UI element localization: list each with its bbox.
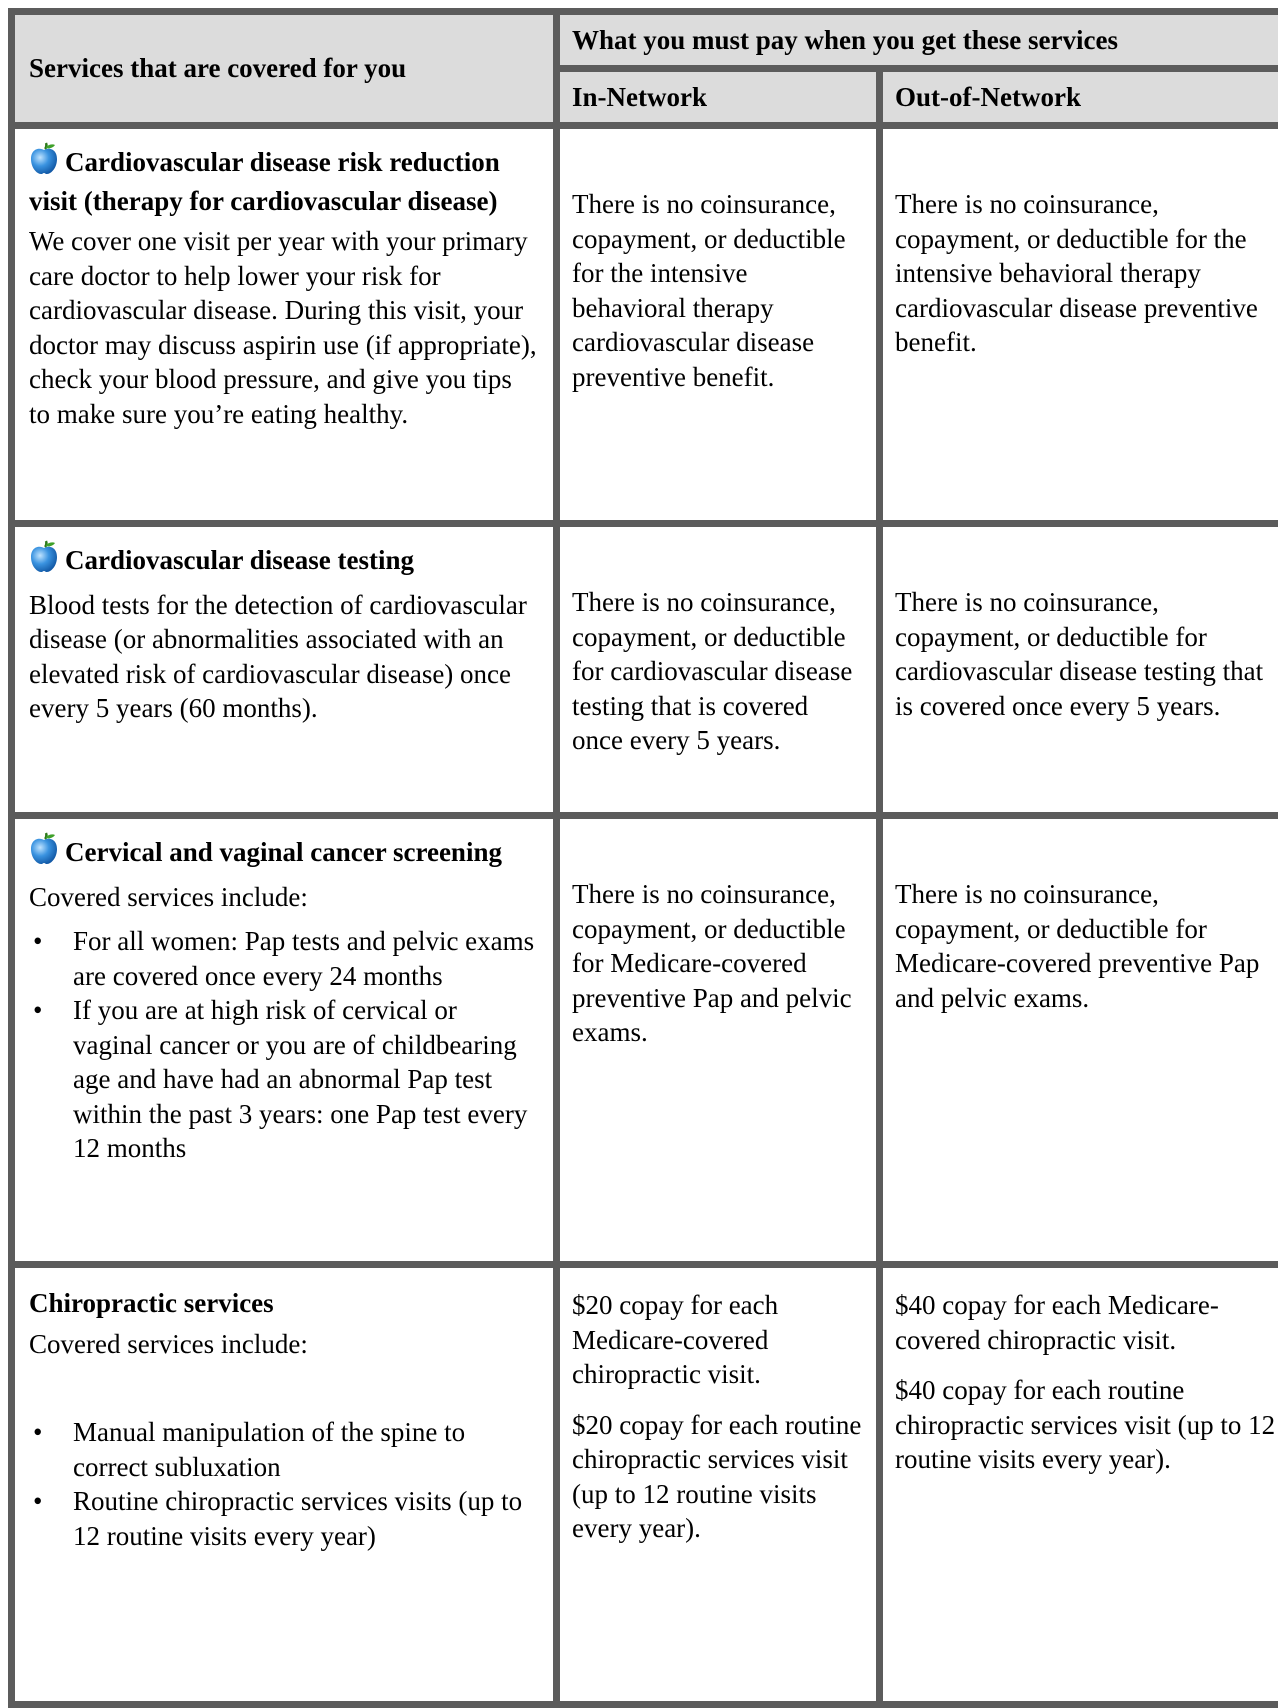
list-item: • For all women: Pap tests and pelvic exams are covered once every 24 months [29,924,537,993]
in-network-cell [557,816,880,1265]
service-cell [12,524,557,816]
apple-icon [29,141,59,184]
out-of-network-cell [880,524,1278,816]
list-item: • Manual manipulation of the spine to correct subluxation [29,1415,537,1484]
table-row [12,1265,1278,1705]
table-row [12,816,1278,1265]
in-network-text: There is no coinsurance, copayment, or deductible for Medicare-covered preventive Pap and pelvic exams. [572,819,864,1050]
service-cell [12,1265,557,1705]
out-of-network-text-medicare: $40 copay for each Medicare-covered chiropractic visit. [895,1268,1278,1357]
in-network-text: There is no coinsurance, copayment, or deductible for the intensive behavioral therapy cardiovascular disease preventive benefit. [572,129,864,394]
table-row [12,126,1278,524]
out-of-network-text: There is no coinsurance, copayment, or deductible for cardiovascular disease testing that is covered once every 5 years. [895,527,1278,723]
table-row [12,524,1278,816]
service-title [29,831,537,874]
service-description: Covered services include: [29,1327,537,1362]
out-of-network-text: There is no coinsurance, copayment, or deductible for Medicare-covered preventive Pap and pelvic exams. [895,819,1278,1015]
payment-header: What you must pay when you get these services [557,12,1278,69]
in-network-cell [557,524,880,816]
in-network-text-routine: $20 copay for each routine chiropractic services visit (up to 12 routine visits every year). [572,1392,864,1546]
list-item: • Routine chiropractic services visits (up to 12 routine visits every year) [29,1484,537,1553]
service-bullet-list [29,1415,537,1553]
service-title [29,141,537,218]
benefits-page [8,8,1278,1708]
benefits-table [8,8,1278,1708]
service-title-text: Cardiovascular disease testing [65,545,414,575]
in-network-cell [557,1265,880,1705]
in-network-text-medicare: $20 copay for each Medicare-covered chiropractic visit. [572,1268,864,1392]
service-title: Chiropractic services [29,1286,537,1321]
out-of-network-text-routine: $40 copay for each routine chiropractic services visit (up to 12 routine visits every year). [895,1357,1278,1477]
out-of-network-cell [880,126,1278,524]
out-of-network-text: There is no coinsurance, copayment, or deductible for the intensive behavioral therapy cardiovascular disease preventive benefit. [895,129,1278,360]
service-title-text: Cardiovascular disease risk reduction visit (therapy for cardiovascular disease) [29,147,500,216]
header-row-top [12,12,1278,69]
in-network-cell [557,126,880,524]
service-description: Blood tests for the detection of cardiovascular disease (or abnormalities associated with an elevated risk of cardiovascular disease) once every 5 years (60 months). [29,588,537,726]
apple-icon [29,539,59,582]
in-network-header: In-Network [557,69,880,126]
service-title [29,539,537,582]
list-item: • If you are at high risk of cervical or vaginal cancer or you are of childbearing age and have had an abnormal Pap test within the past 3 years: one Pap test every 12 months [29,993,537,1166]
service-bullet-list [29,924,537,1166]
service-description: Covered services include: [29,880,537,915]
services-header: Services that are covered for you [12,12,557,126]
in-network-text: There is no coinsurance, copayment, or deductible for cardiovascular disease testing that is covered once every 5 years. [572,527,864,758]
service-cell [12,126,557,524]
apple-icon [29,831,59,874]
out-of-network-cell [880,1265,1278,1705]
service-cell [12,816,557,1265]
out-of-network-header: Out-of-Network [880,69,1278,126]
out-of-network-cell [880,816,1278,1265]
service-title-text: Cervical and vaginal cancer screening [65,837,502,867]
service-description: We cover one visit per year with your primary care doctor to help lower your risk for cardiovascular disease. During this visit, your doctor may discuss aspirin use (if appropriate), check your blood pressure, and give you tips to make sure you’re eating healthy. [29,224,537,431]
